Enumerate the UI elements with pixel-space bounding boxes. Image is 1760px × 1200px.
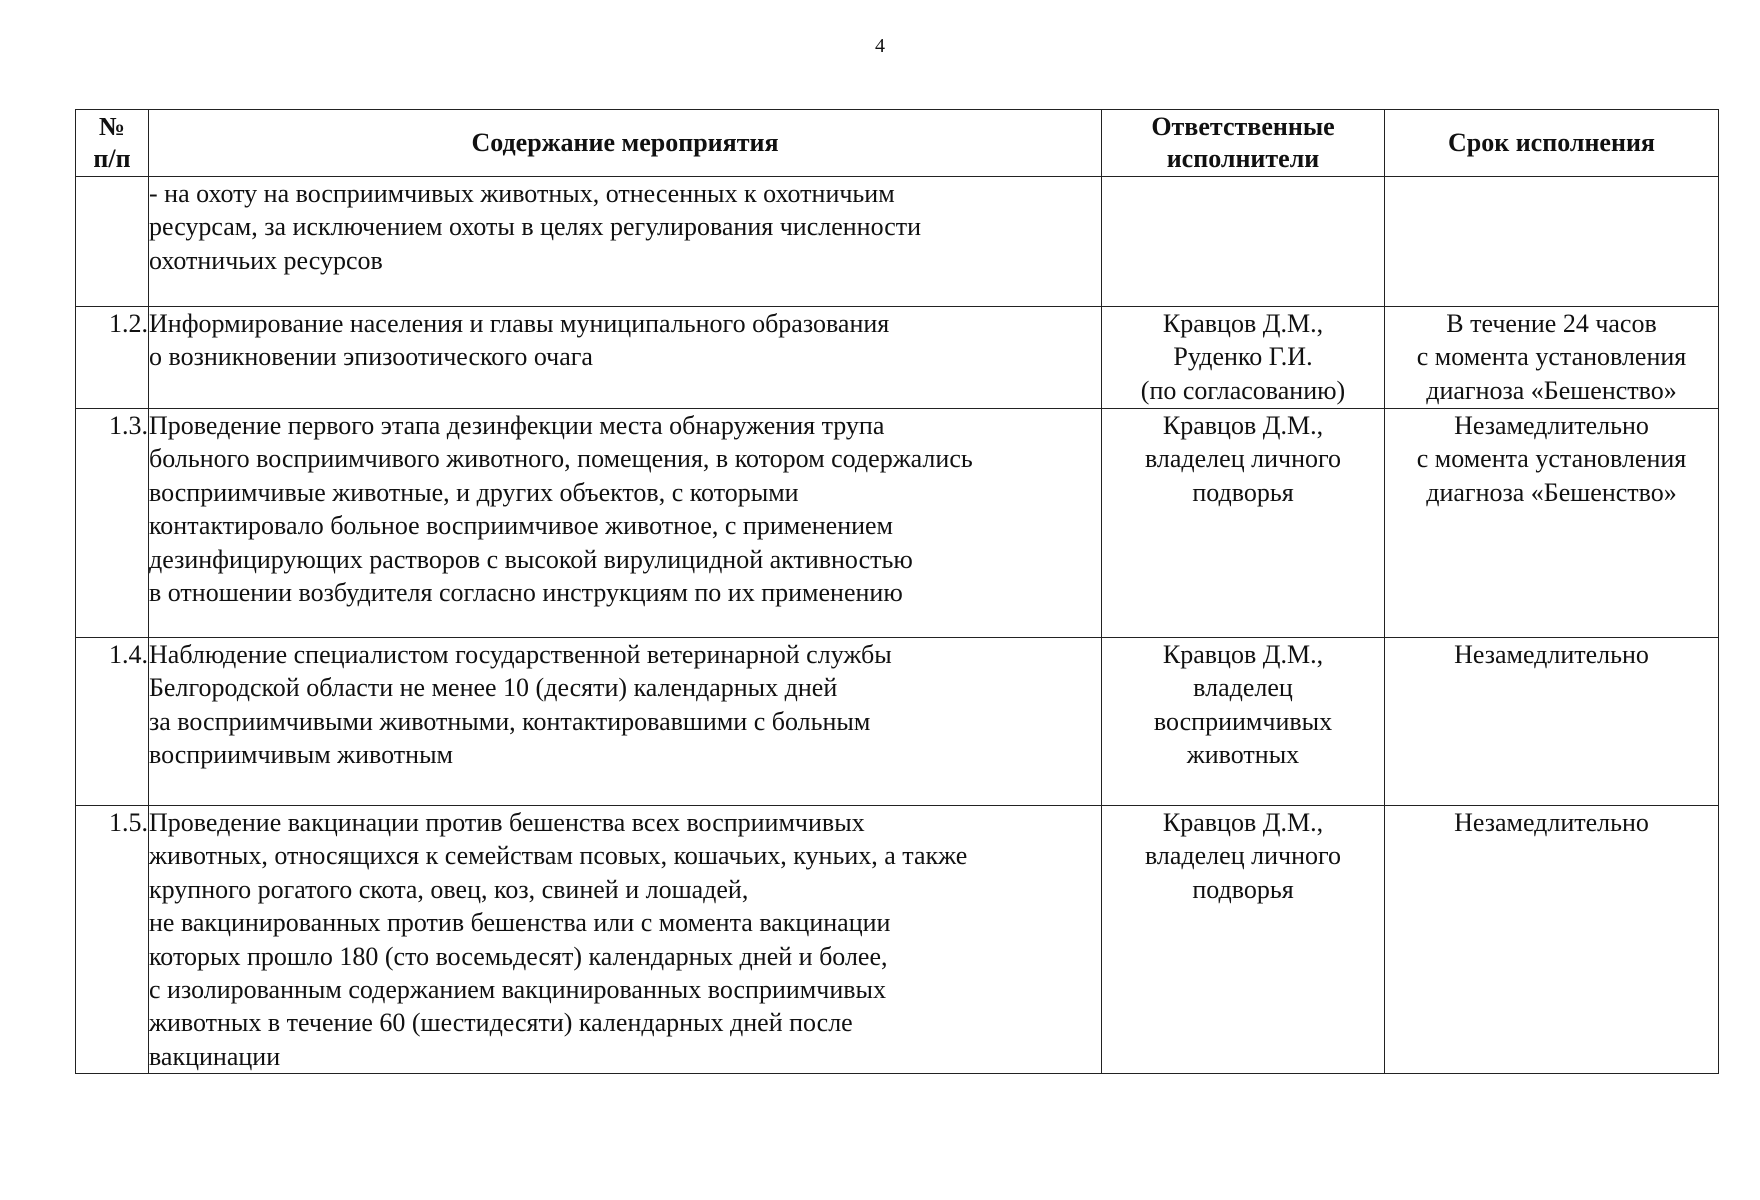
- responsible-line: (по согласованию): [1140, 375, 1346, 405]
- deadline-line: диагноза «Бешенство»: [1426, 375, 1677, 405]
- row-deadline: [1385, 307, 1719, 409]
- responsible-line: Кравцов Д.М.,: [1162, 309, 1324, 338]
- row-responsible: [1102, 177, 1385, 307]
- row-content: [149, 409, 1102, 638]
- content-line: за восприимчивыми животными, контактировавшими с больным: [149, 706, 871, 736]
- responsible-line: владелец личного: [1144, 841, 1342, 871]
- content-line: о возникновении эпизоотического очага: [149, 342, 593, 372]
- deadline-line: Незамедлительно: [1454, 640, 1649, 669]
- row-content: [149, 806, 1102, 1074]
- responsible-line: Кравцов Д.М.,: [1162, 808, 1324, 837]
- content-line: в отношении возбудителя согласно инструкциям по их применению: [149, 578, 903, 608]
- responsible-line: Кравцов Д.М.,: [1162, 411, 1324, 440]
- content-line: животных в течение 60 (шестидесяти) календарных дней после: [149, 1008, 853, 1038]
- deadline-line: диагноза «Бешенство»: [1426, 477, 1677, 507]
- deadline-line: Незамедлительно: [1454, 808, 1649, 837]
- content-line: крупного рогатого скота, овец, коз, свиней и лошадей,: [149, 874, 749, 904]
- responsible-line: владелец личного: [1144, 444, 1342, 474]
- responsible-line: животных: [1186, 740, 1300, 770]
- content-line: больного восприимчивого животного, помещения, в котором содержались: [149, 444, 973, 474]
- header-deadline: Срок исполнения: [1385, 110, 1719, 177]
- content-line: Проведение первого этапа дезинфекции места обнаружения трупа: [149, 411, 885, 440]
- deadline-line: В течение 24 часов: [1446, 309, 1657, 338]
- row-responsible: [1102, 307, 1385, 409]
- content-line: не вакцинированных против бешенства или с момента вакцинации: [149, 908, 891, 938]
- content-line: животных, относящихся к семействам псовых, кошачьих, куньих, а также: [149, 841, 968, 871]
- table-row: [76, 409, 1719, 638]
- row-deadline: [1385, 177, 1719, 307]
- row-responsible: [1102, 638, 1385, 806]
- content-line: Информирование населения и главы муниципального образования: [149, 309, 890, 338]
- deadline-line: с момента установления: [1416, 444, 1687, 474]
- deadline-line: Незамедлительно: [1454, 411, 1649, 440]
- row-number: 1.4.: [76, 638, 149, 806]
- row-deadline: [1385, 409, 1719, 638]
- responsible-line: подворья: [1192, 874, 1294, 904]
- row-deadline: [1385, 806, 1719, 1074]
- content-line: восприимчивые животные, и других объектов, с которыми: [149, 477, 799, 507]
- row-content: [149, 307, 1102, 409]
- content-line: - на охоту на восприимчивых животных, отнесенных к охотничьим: [149, 179, 895, 208]
- row-number: 1.3.: [76, 409, 149, 638]
- row-responsible: [1102, 409, 1385, 638]
- row-content: [149, 177, 1102, 307]
- deadline-line: с момента установления: [1416, 342, 1687, 372]
- content-line: которых прошло 180 (сто восемьдесят) календарных дней и более,: [149, 941, 888, 971]
- header-responsible: [1102, 110, 1385, 177]
- responsible-line: владелец: [1193, 673, 1293, 703]
- row-deadline: [1385, 638, 1719, 806]
- responsible-line: Руденко Г.И.: [1173, 342, 1313, 372]
- content-line: вакцинации: [149, 1041, 281, 1071]
- content-line: ресурсам, за исключением охоты в целях регулирования численности: [149, 212, 922, 242]
- header-responsible-line: Ответственные: [1151, 112, 1335, 141]
- page-number: 4: [875, 35, 885, 57]
- row-content: [149, 638, 1102, 806]
- table-row: [76, 307, 1719, 409]
- responsible-line: восприимчивых: [1153, 706, 1333, 736]
- row-number: [76, 177, 149, 307]
- content-line: охотничьих ресурсов: [149, 245, 383, 275]
- row-number: 1.2.: [76, 307, 149, 409]
- header-number: [76, 110, 149, 177]
- table-header-row: [76, 110, 1719, 177]
- content-line: контактировало больное восприимчивое животное, с применением: [149, 511, 894, 541]
- content-line: Белгородской области не менее 10 (десяти) календарных дней: [149, 673, 838, 703]
- header-responsible-line: исполнители: [1166, 144, 1320, 173]
- content-line: дезинфицирующих растворов с высокой вирулицидной активностью: [149, 544, 913, 574]
- responsible-line: подворья: [1192, 477, 1294, 507]
- measures-table: [75, 109, 1719, 1074]
- header-content: Содержание мероприятия: [149, 110, 1102, 177]
- header-number-line: п/п: [93, 144, 131, 173]
- header-number-line: №: [98, 112, 126, 141]
- content-line: Проведение вакцинации против бешенства всех восприимчивых: [149, 808, 865, 837]
- table-row: [76, 177, 1719, 307]
- content-line: с изолированным содержанием вакцинированных восприимчивых: [149, 975, 886, 1005]
- row-number: 1.5.: [76, 806, 149, 1074]
- content-line: восприимчивым животным: [149, 740, 454, 770]
- responsible-line: Кравцов Д.М.,: [1162, 640, 1324, 669]
- content-line: Наблюдение специалистом государственной ветеринарной службы: [149, 640, 892, 669]
- table-row: [76, 638, 1719, 806]
- table-row: [76, 806, 1719, 1074]
- row-responsible: [1102, 806, 1385, 1074]
